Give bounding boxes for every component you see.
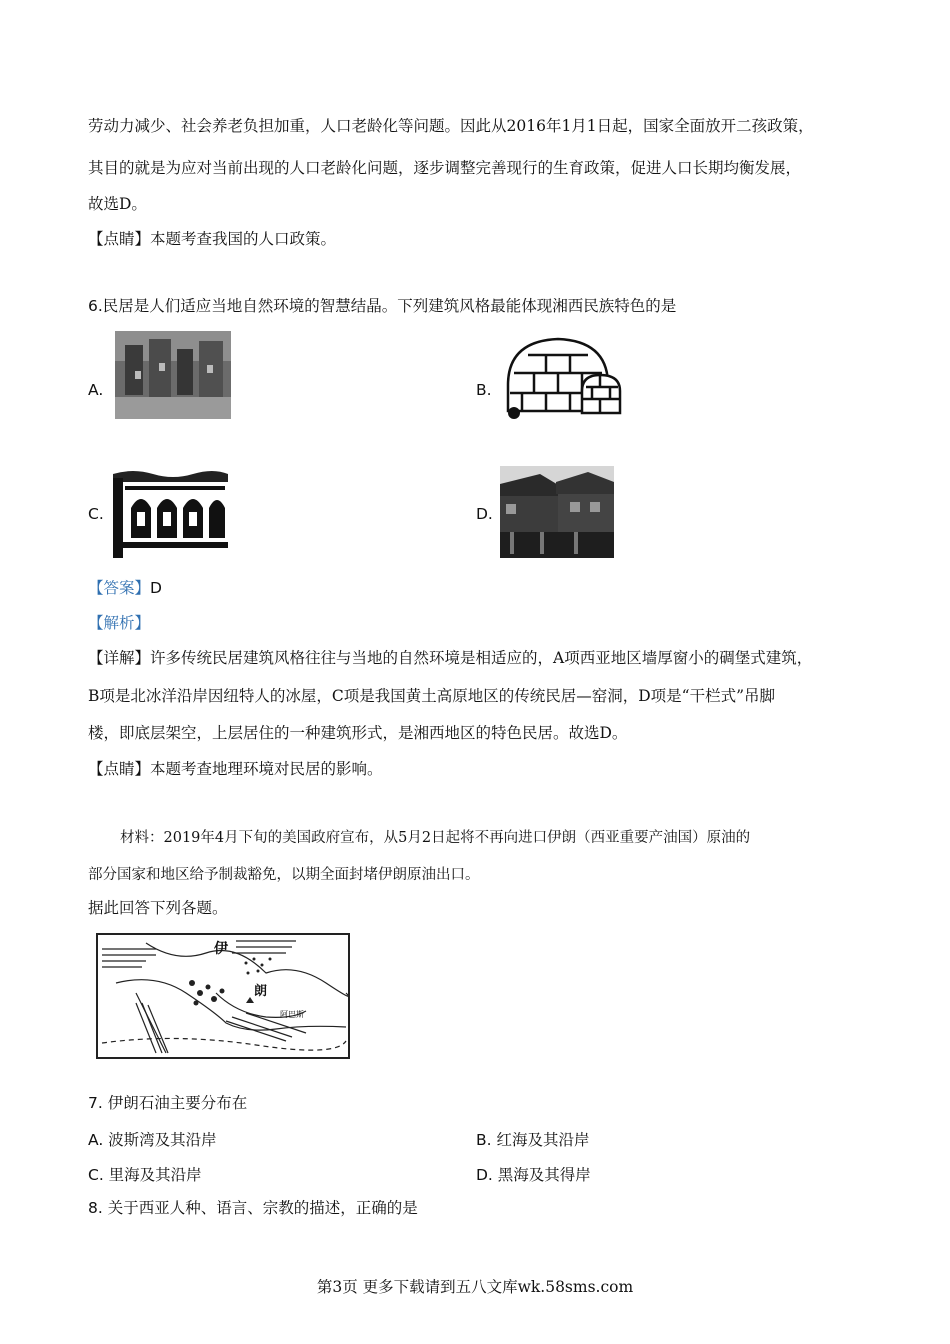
- q7-option-b: B. 红海及其沿岸: [476, 1131, 590, 1149]
- answer-value: D: [150, 579, 162, 597]
- option-a-label: A.: [88, 381, 104, 399]
- page-footer: 第3页 更多下载请到五八文库wk.58sms.com: [316, 1278, 634, 1296]
- option-d-label: D.: [476, 505, 493, 523]
- detail-line: B项是北冰洋沿岸因纽特人的冰屋，C项是我国黄土高原地区的传统民居—窑洞，D项是“干栏式”吊脚: [88, 687, 776, 705]
- question-7-stem: 7. 伊朗石油主要分布在: [88, 1094, 248, 1112]
- dianjing-note: 【点睛】本题考查我国的人口政策。: [88, 230, 337, 248]
- material-line: 材料：2019年4月下旬的美国政府宣布，从5月2日起将不再向进口伊朗（西亚重要产油国）原油的: [120, 830, 751, 846]
- paragraph-line: 故选D。: [88, 195, 147, 213]
- question-8-stem: 8. 关于西亚人种、语言、宗教的描述，正确的是: [88, 1199, 418, 1217]
- map-label-city: 阿巴斯: [280, 1010, 304, 1019]
- igloo-drawing-icon: [500, 333, 630, 423]
- map-label-lang: 朗: [254, 984, 268, 999]
- dianjing-note: 【点睛】本题考查地理环境对民居的影响。: [88, 760, 383, 778]
- paragraph-line: 其目的就是为应对当前出现的人口老龄化问题，逐步调整完善现行的生育政策，促进人口长期均衡发展，: [88, 159, 802, 177]
- answer-line: [88, 578, 162, 598]
- q7-option-a: A. 波斯湾及其沿岸: [88, 1131, 217, 1149]
- map-label-yi: 伊: [214, 941, 228, 957]
- stilted-house-photo-icon: [500, 466, 614, 558]
- detail-line: 楼，即底层架空，上层居住的一种建筑形式，是湘西地区的特色民居。故选D。: [88, 724, 628, 742]
- cave-dwelling-photo-icon: [113, 468, 228, 558]
- option-c-label: C.: [88, 505, 104, 523]
- question-6-stem: 6.民居是人们适应当地自然环境的智慧结晶。下列建筑风格最能体现湘西民族特色的是: [88, 297, 677, 315]
- answer-tag: 【答案】: [88, 579, 151, 597]
- q7-option-c: C. 里海及其沿岸: [88, 1166, 202, 1184]
- prompt-line: 据此回答下列各题。: [88, 899, 228, 917]
- castle-house-photo-icon: [115, 331, 231, 419]
- option-b-label: B.: [476, 381, 492, 399]
- q7-option-d: D. 黑海及其得岸: [476, 1166, 591, 1184]
- analysis-tag: 【解析】: [88, 614, 151, 632]
- material-line: 部分国家和地区给予制裁豁免，以期全面封堵伊朗原油出口。: [88, 867, 480, 883]
- iran-map-icon: [96, 933, 350, 1059]
- detail-line: 【详解】许多传统民居建筑风格往往与当地的自然环境是相适应的，A项西亚地区墙厚窗小的碉堡式建筑，: [88, 649, 813, 667]
- paragraph-line: 劳动力减少、社会养老负担加重，人口老龄化等问题。因此从2016年1月1日起，国家全面放开二孩政策，: [88, 117, 814, 135]
